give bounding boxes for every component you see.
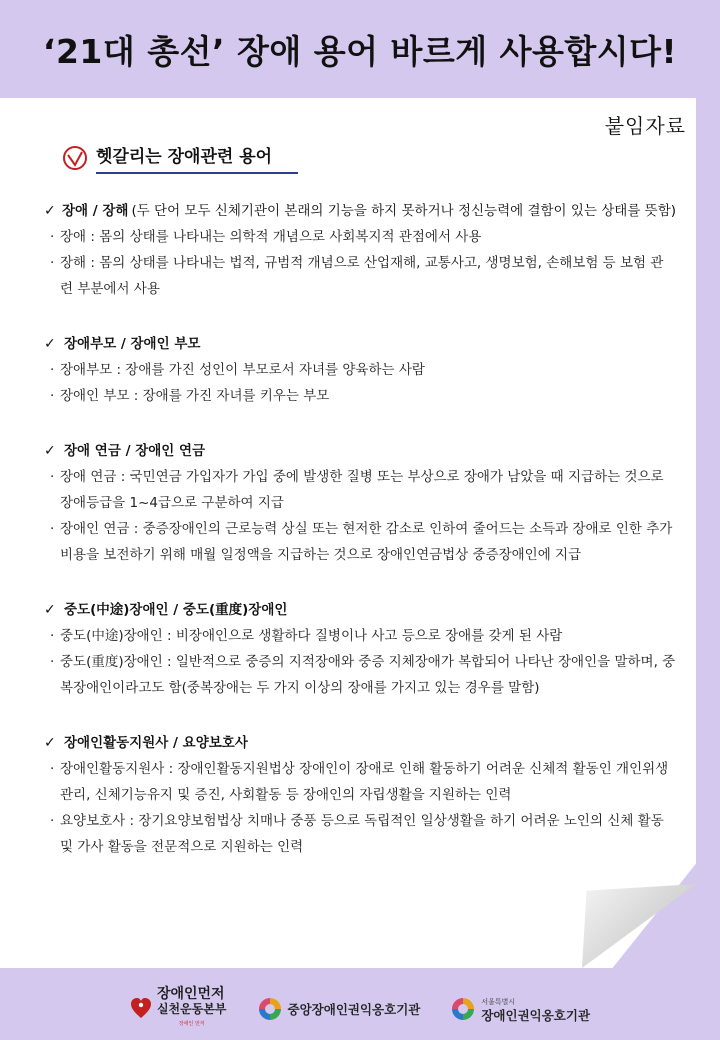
- logo-disability-first: [130, 987, 227, 1032]
- term-definition-text: 장애인활동지원사 : 장애인활동지원법상 장애인이 장애로 인해 활동하기 어려운 신체적 활동인 개인위생관리, 신체기능유지 및 증진, 사회활동 등 장애인의 자립생활을 지원하는 인력: [60, 761, 669, 803]
- term-definition-text: 장애 : 몸의 상태를 나타내는 의학적 개념으로 사회복지적 관점에서 사용: [60, 229, 482, 245]
- term-definition-text: 장애 연금 : 국민연금 가입자가 가입 중에 발생한 질병 또는 부상으로 장애가 남았을 때 지급하는 것으로 장애등급을 1~4급으로 구분하여 지급: [60, 469, 664, 511]
- term-heading-title: 중도(中途)장애인 / 중도(重度)장애인: [64, 602, 288, 618]
- section-title-label: 헷갈리는 장애관련 용어: [96, 142, 298, 174]
- term-heading-title: 장애 연금 / 장애인 연금: [64, 443, 206, 459]
- term-heading: [44, 730, 676, 756]
- attachment-label: 붙임자료: [604, 114, 686, 138]
- agency-swirl-icon: [450, 996, 476, 1022]
- term-heading-title: 장애 / 장해: [61, 203, 129, 219]
- title-band: [0, 0, 720, 98]
- term-definition: · 장애인 부모 : 장애를 가진 자녀를 키우는 부모: [50, 388, 330, 404]
- logo1-line2: 실천운동본부: [156, 1001, 227, 1016]
- term-definition: · 장애부모 : 장애를 가진 성인이 부모로서 자녀를 양육하는 사람: [50, 362, 425, 378]
- term-item: [44, 438, 676, 568]
- checkmark-icon: ✓: [44, 203, 56, 219]
- heart-person-icon: [130, 996, 152, 1022]
- term-definition: · 요양보호사 : 장기요양보험법상 치매나 중풍 등으로 독립적인 일상생활을 하기 어려운 노인의 신체 활동 및 가사 활동을 전문적으로 지원하는 인력: [50, 813, 664, 855]
- term-definition: · 중도(重度)장애인 : 일반적으로 중증의 지적장애와 중증 지체장애가 복합되어 나타난 장애인을 말하며, 중복장애인이라고도 함(중복장애는 두 가지 이상의 장애를 가지고 있는 경우를 말함): [50, 654, 676, 696]
- term-heading-title: 장애부모 / 장애인 부모: [64, 336, 201, 352]
- checkmark-icon: ✓: [44, 443, 56, 459]
- term-definition: · 장애 연금 : 국민연금 가입자가 가입 중에 발생한 질병 또는 부상으로 장애가 남았을 때 지급하는 것으로 장애등급을 1~4급으로 구분하여 지급: [50, 469, 664, 511]
- agency-swirl-icon: [257, 996, 283, 1022]
- term-definition-text: 요양보호사 : 장기요양보험법상 치매나 중풍 등으로 독립적인 일상생활을 하기 어려운 노인의 신체 활동 및 가사 활동을 전문적으로 지원하는 인력: [60, 813, 664, 855]
- term-heading-title: 장애인활동지원사 / 요양보호사: [64, 735, 248, 751]
- page-title: ‘21대 총선’ 장애 용어 바르게 사용합시다!: [42, 31, 678, 71]
- logo-central-agency: [257, 996, 421, 1022]
- term-definition: · 중도(中途)장애인 : 비장애인으로 생활하다 질병이나 사고 등으로 장애를 갖게 된 사람: [50, 628, 563, 644]
- checkmark-icon: ✓: [44, 735, 56, 751]
- term-definition: · 장해 : 몸의 상태를 나타내는 법적, 규범적 개념으로 산업재해, 교통사고, 생명보험, 손해보험 등 보험 관련 부분에서 사용: [50, 255, 664, 297]
- term-definition-text: 장해 : 몸의 상태를 나타내는 법적, 규범적 개념으로 산업재해, 교통사고, 생명보험, 손해보험 등 보험 관련 부분에서 사용: [60, 255, 664, 297]
- section-title: [62, 142, 298, 174]
- term-item: [44, 597, 676, 701]
- logo2-text: 중앙장애인권익옹호기관: [287, 1002, 421, 1017]
- term-definition-text: 중도(中途)장애인 : 비장애인으로 생활하다 질병이나 사고 등으로 장애를 갖게 된 사람: [60, 628, 563, 644]
- logo3-small: 서울특별시: [481, 998, 516, 1006]
- term-heading: [44, 597, 676, 623]
- term-heading: [44, 438, 676, 464]
- term-definition-text: 장애부모 : 장애를 가진 성인이 부모로서 자녀를 양육하는 사람: [60, 362, 425, 378]
- term-definition-text: 중도(重度)장애인 : 일반적으로 중증의 지적장애와 중증 지체장애가 복합되어 나타난 장애인을 말하며, 중복장애인이라고도 함(중복장애는 두 가지 이상의 장애를 가지고 있는 경우를 말함): [60, 654, 676, 696]
- term-item: [44, 730, 676, 860]
- term-heading-note: (두 단어 모두 신체기관이 본래의 기능을 하지 못하거나 정신능력에 결함이 있는 상태를 뜻함): [131, 203, 676, 219]
- term-definition-text: 장애인 연금 : 중증장애인의 근로능력 상실 또는 현저한 감소로 인하여 줄어드는 소득과 장애로 인한 추가 비용을 보전하기 위해 매월 일정액을 지급하는 것으로 장애인연금법상 중증장애인에 지급: [60, 521, 673, 563]
- term-item: [44, 198, 676, 302]
- term-item: [44, 331, 676, 409]
- logo-seoul-agency: [450, 996, 590, 1022]
- logo3-text: 장애인권익옹호기관: [481, 1008, 591, 1023]
- logo1-line1: 장애인먼저: [156, 985, 225, 1002]
- checkmark-icon: ✓: [44, 336, 56, 352]
- term-heading: [44, 198, 676, 224]
- term-definition-text: 장애인 부모 : 장애를 가진 자녀를 키우는 부모: [60, 388, 330, 404]
- footer-logos: [0, 978, 720, 1040]
- term-definition: · 장애인 연금 : 중증장애인의 근로능력 상실 또는 현저한 감소로 인하여 줄어드는 소득과 장애로 인한 추가 비용을 보전하기 위해 매월 일정액을 지급하는 것으로 장애인연금법상 중증장애인에 지급: [50, 521, 673, 563]
- logo1-sub: 장애인 먼저: [178, 1020, 205, 1027]
- term-list: [44, 198, 676, 889]
- term-definition: · 장애 : 몸의 상태를 나타내는 의학적 개념으로 사회복지적 관점에서 사용: [50, 229, 482, 245]
- term-heading: [44, 331, 676, 357]
- term-definition: · 장애인활동지원사 : 장애인활동지원법상 장애인이 장애로 인해 활동하기 어려운 신체적 활동인 개인위생관리, 신체기능유지 및 증진, 사회활동 등 장애인의 자립생활을 지원하는 인력: [50, 761, 669, 803]
- vote-stamp-icon: [62, 145, 88, 171]
- checkmark-icon: ✓: [44, 602, 56, 618]
